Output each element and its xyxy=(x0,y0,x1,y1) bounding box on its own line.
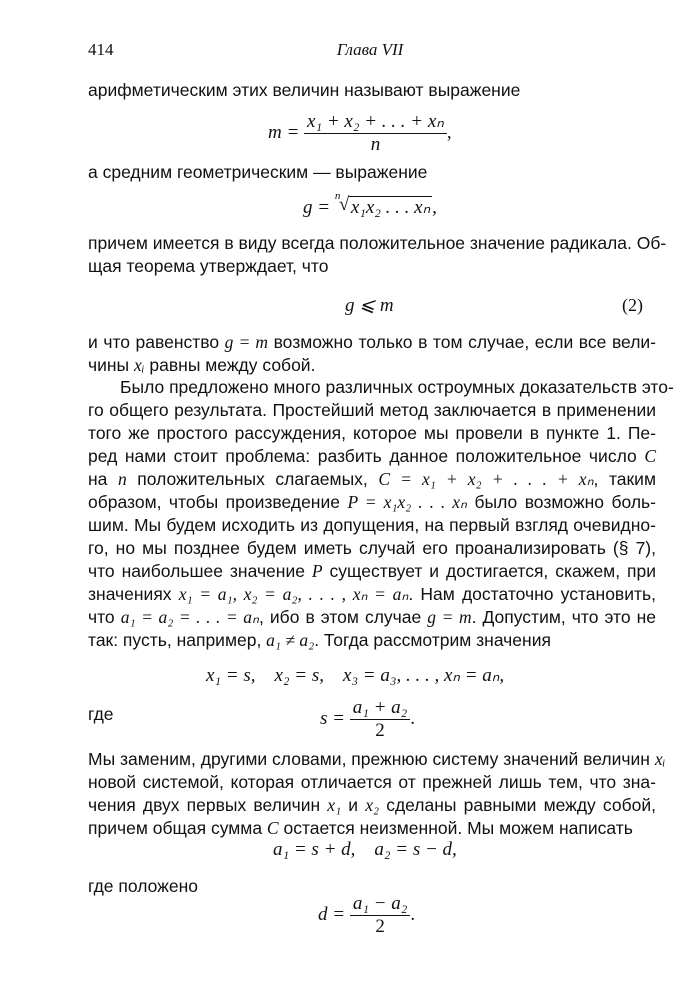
equation-a-values: a₁ = s + d, a₂ = s − d, xyxy=(273,839,457,860)
text-line: го общего результата. Простейший метод заключается в применении xyxy=(88,400,656,420)
chapter-title: Глава VII xyxy=(336,40,404,59)
text-line: го, но мы позднее будем иметь случай его проанализировать (§ 7), xyxy=(88,538,656,558)
inline-math: a₁ = a₂ = . . . = aₙ xyxy=(120,607,260,627)
denominator: 2 xyxy=(375,916,385,937)
text-span: возможно только в том случае, если все вели- xyxy=(268,332,657,352)
text-span: , ибо в этом случае xyxy=(259,607,428,627)
text-span: значениях xyxy=(88,584,179,604)
equation-arithmetic-mean xyxy=(268,111,452,156)
text-line xyxy=(88,583,656,605)
text-line: новой системой, которая отличается от прежней лишь тем, что зна- xyxy=(88,772,656,792)
eq-punct: . xyxy=(410,903,416,925)
equation-substitution: x₁ = s, x₂ = s, x₃ = a₃, . . . , xₙ = aₙ, xyxy=(206,665,505,686)
denominator: n xyxy=(370,134,381,155)
text-span: . Нам достаточно установить, xyxy=(408,584,656,604)
text-line: щая теорема утверждает, что xyxy=(88,256,329,276)
inline-math: x₂ xyxy=(365,795,380,815)
inline-math: g = m xyxy=(224,332,269,352)
eq-lhs: g = xyxy=(303,197,331,218)
text-line xyxy=(88,606,656,628)
fraction xyxy=(350,697,411,742)
inline-math: P xyxy=(311,561,323,581)
inline-math: C = x₁ + x₂ + . . . + xₙ xyxy=(378,469,594,489)
inline-math: n xyxy=(117,469,127,489)
text-span: что наибольшее значение xyxy=(88,561,312,581)
inline-math: xᵢ xyxy=(654,749,666,769)
inline-math: x₁ xyxy=(327,795,342,815)
text-span: на xyxy=(88,469,118,489)
fraction xyxy=(350,893,411,938)
text-line xyxy=(88,331,656,353)
text-line: где xyxy=(88,704,114,724)
text-line: того же простого рассуждения, которое мы провели в пункте 1. Пе- xyxy=(88,423,656,443)
text-span: причем общая сумма xyxy=(88,818,267,838)
radicand: x₁x₂ . . . xₙ xyxy=(350,197,431,218)
text-line xyxy=(88,468,656,490)
text-span: образом, чтобы произведение xyxy=(88,492,348,512)
radical-index: n xyxy=(334,190,341,202)
text-span: Мы заменим, другими словами, прежнюю систему значений величин xyxy=(88,749,655,769)
numerator: a₁ + a₂ xyxy=(350,697,411,720)
text-span: и xyxy=(341,795,366,815)
equation-s-definition xyxy=(320,697,415,742)
text-line: а средним геометрическим — выражение xyxy=(88,162,428,182)
eq-punct: , xyxy=(432,197,437,218)
eq-lhs: m = xyxy=(268,121,300,143)
text-line xyxy=(88,491,656,513)
numerator: a₁ − a₂ xyxy=(350,893,411,916)
text-span: что xyxy=(88,607,121,627)
text-line: шим. Мы будем исходить из допущения, на первый взгляд очевидно- xyxy=(88,515,656,535)
inline-math: xᵢ xyxy=(134,355,145,375)
text-span: остается неизменной. Мы можем написать xyxy=(278,818,633,838)
text-line xyxy=(88,629,656,651)
fraction xyxy=(304,111,447,156)
text-span: равны между собой. xyxy=(144,355,316,375)
inline-math: g = m xyxy=(427,607,472,627)
text-span: , таким xyxy=(593,469,656,489)
page-number: 414 xyxy=(88,40,114,59)
equation-inequality: g ⩽ m xyxy=(345,295,394,316)
eq-lhs: s = xyxy=(320,707,345,729)
equation-number: (2) xyxy=(622,295,643,315)
text-span: существует и достигается, скажем, при xyxy=(322,561,656,581)
text-span: ред нами стоит проблема: разбить данное положительное число xyxy=(88,446,645,466)
text-line: где положено xyxy=(88,876,199,896)
text-line xyxy=(88,748,666,770)
inline-math: C xyxy=(644,446,656,466)
text-span: так: пусть, например, xyxy=(88,630,267,650)
inline-math: x₁ = a₁, x₂ = a₂, . . . , xₙ = aₙ xyxy=(178,584,409,604)
eq-punct: . xyxy=(410,707,416,729)
radical xyxy=(334,190,432,219)
text-line: Было предложено много различных остроумных доказательств это- xyxy=(120,377,674,397)
text-line xyxy=(88,817,656,839)
eq-lhs: d = xyxy=(318,903,346,925)
equation-d-definition xyxy=(318,893,415,938)
text-line: причем имеется в виду всегда положительное значение радикала. Об- xyxy=(88,233,667,253)
text-span: . Допустим, что это не xyxy=(471,607,656,627)
text-span: было возможно боль- xyxy=(467,492,657,512)
inline-math: a₁ ≠ a₂ xyxy=(266,630,315,650)
text-span: чения двух первых величин xyxy=(88,795,328,815)
text-line: арифметическим этих величин называют выражение xyxy=(88,80,521,100)
text-line xyxy=(88,794,656,816)
inline-math: P = x₁x₂ . . . xₙ xyxy=(347,492,468,512)
text-span: чины xyxy=(88,355,134,375)
text-span: и что равенство xyxy=(88,332,225,352)
text-line xyxy=(88,354,656,376)
text-line xyxy=(88,560,656,582)
equation-geometric-mean xyxy=(303,190,437,219)
text-span: сделаны равными между собой, xyxy=(379,795,657,815)
inline-math: C xyxy=(266,818,279,838)
eq-punct: , xyxy=(446,121,452,143)
numerator: x₁ + x₂ + . . . + xₙ xyxy=(304,111,447,134)
radical-sign: √ xyxy=(338,194,350,215)
denominator: 2 xyxy=(375,720,385,741)
text-span: положительных слагаемых, xyxy=(126,469,379,489)
text-line xyxy=(88,445,656,467)
text-span: . Тогда рассмотрим значения xyxy=(314,630,551,650)
